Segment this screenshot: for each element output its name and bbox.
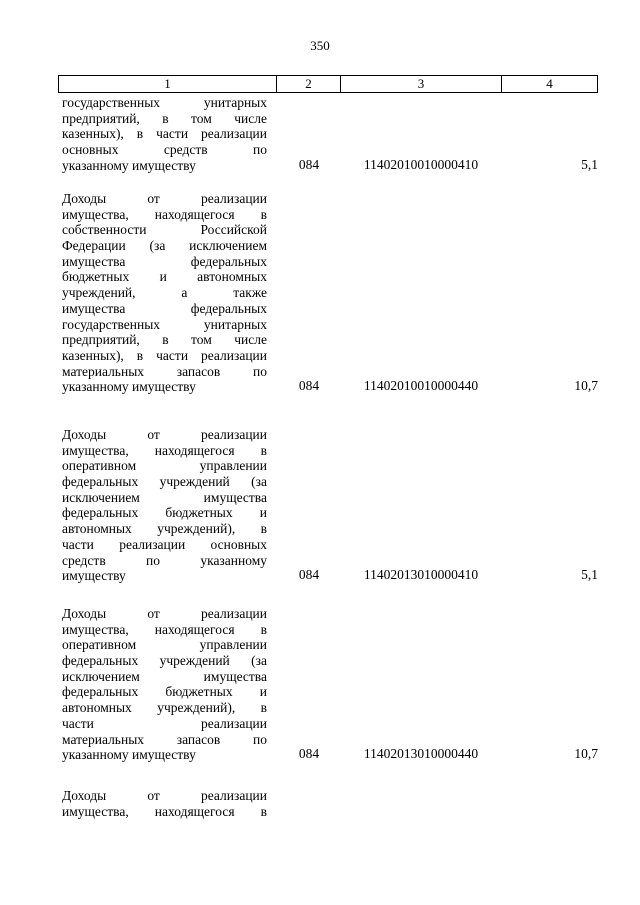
description-line: имущества, находящегося в [62,442,267,458]
column-header-1: 1 [164,76,171,91]
description-line: части реализации [62,715,267,731]
description-line: части реализации основных [62,536,267,552]
description-line: Доходы от реализации [62,427,267,442]
description-line: материальных запасов по [62,731,267,747]
row-amount: 5,1 [581,567,598,583]
description-line: средств по указанному [62,552,267,568]
row-description [62,427,267,584]
description-line: казенных), в части реализации [62,347,267,363]
description-line: оперативном управлении [62,458,267,474]
description-line: имущества федеральных [62,253,267,269]
description-line: предприятий, в том числе [62,332,267,348]
row-amount: 10,7 [574,746,598,762]
description-line: имуществу [62,568,126,584]
description-line: учреждений, а также [62,285,267,301]
row-budget-classification-code: 11402013010000440 [363,746,479,762]
row-budget-classification-code: 11402010010000410 [363,156,479,172]
description-line: государственных унитарных [62,316,267,332]
description-line: казенных), в части реализации [62,126,267,142]
description-line: имущества федеральных [62,300,267,316]
column-header-2: 2 [276,76,340,92]
row-description [62,191,267,395]
description-line: автономных учреждений), в [62,700,267,716]
description-line: федеральных учреждений (за [62,474,267,490]
description-line: государственных унитарных [62,95,267,110]
description-line: указанному имуществу [62,379,196,395]
row-description [62,95,267,173]
row-budget-classification-code: 11402010010000440 [363,378,479,394]
row-code: 084 [298,746,320,762]
row-description [62,788,267,819]
description-line: Доходы от реализации [62,606,267,621]
description-line: федеральных учреждений (за [62,653,267,669]
description-line: федеральных бюджетных и [62,505,267,521]
description-line: исключением имущества [62,668,267,684]
description-line: собственности Российской [62,222,267,238]
description-line: Доходы от реализации [62,191,267,206]
description-line: Доходы от реализации [62,788,267,803]
description-line: имущества, находящегося в [62,621,267,637]
description-line: исключением имущества [62,489,267,505]
row-amount: 5,1 [581,156,598,172]
description-line: указанному имуществу [62,747,196,763]
description-line: основных средств по [62,142,267,158]
column-header-3: 3 [340,76,501,92]
description-line: имущества, находящегося в [62,206,267,222]
description-line: имущества, находящегося в [62,803,267,819]
row-code: 084 [298,378,320,394]
row-budget-classification-code: 11402013010000410 [363,567,479,583]
description-line: федеральных бюджетных и [62,684,267,700]
row-code: 084 [298,567,320,583]
description-line: оперативном управлении [62,637,267,653]
description-line: бюджетных и автономных [62,269,267,285]
page-number: 350 [310,38,330,53]
description-line: Федерации (за исключением [62,238,267,254]
row-amount: 10,7 [574,378,598,394]
column-header-4: 4 [501,76,597,92]
table-header [58,75,598,93]
description-line: предприятий, в том числе [62,110,267,126]
row-code: 084 [298,156,320,172]
description-line: автономных учреждений), в [62,521,267,537]
description-line: материальных запасов по [62,363,267,379]
description-line: указанному имуществу [62,157,196,173]
row-description [62,606,267,763]
